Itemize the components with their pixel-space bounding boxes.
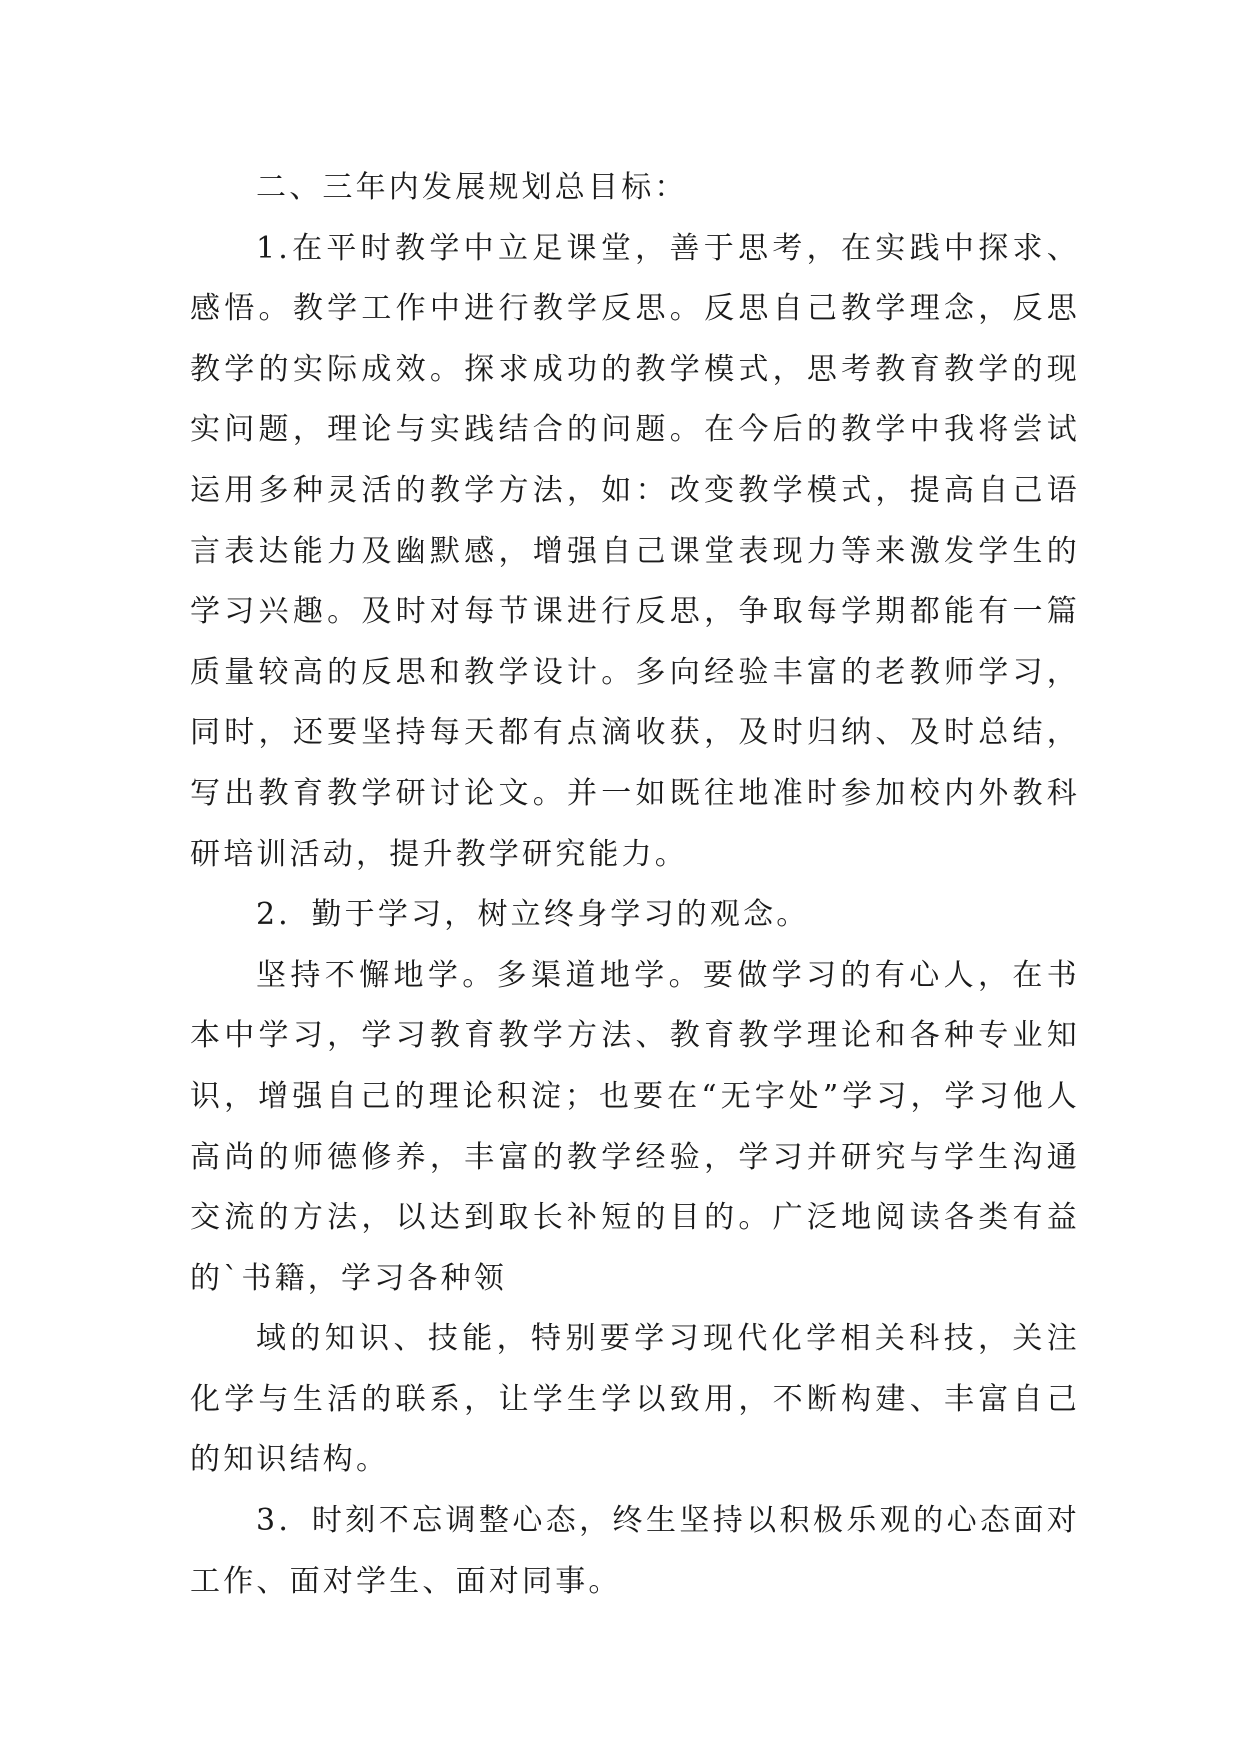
paragraph-goal-1: 1.在平时教学中立足课堂，善于思考，在实践中探求、感悟。教学工作中进行教学反思。反思自己教学理念，反思教学的实际成效。探求成功的教学模式，思考教育教学的现实问题，理论与实践结合的问题。在今后的教学中我将尝试运用多种灵活的教学方法，如：改变教学模式，提高自己语言表达能力及幽默感，增强自己课堂表现力等来激发学生的学习兴趣。及时对每节课进行反思，争取每学期都能有一篇质量较高的反思和教学设计。多向经验丰富的老教师学习，同时，还要坚持每天都有点滴收获，及时归纳、及时总结，写出教育教学研讨论文。并一如既往地准时参加校内外教科研培训活动，提升教学研究能力。	[190, 230, 1080, 872]
section-heading: 二、三年内发展规划总目标：	[256, 170, 688, 205]
paragraph-goal-3: 3．时刻不忘调整心态，终生坚持以积极乐观的心态面对工作、面对学生、面对同事。	[190, 1503, 1080, 1599]
paragraph-goal-2-title: 2．勤于学习，树立终身学习的观念。	[256, 897, 810, 933]
document-body	[190, 158, 1080, 1612]
paragraph-goal-2-body: 坚持不懈地学。多渠道地学。要做学习的有心人，在书本中学习，学习教育教学方法、教育教学理论和各种专业知识，增强自己的理论积淀；也要在“无字处”学习，学习他人高尚的师德修养，丰富的教学经验，学习并研究与学生沟通交流的方法，以达到取长补短的目的。广泛地阅读各类有益的`书籍，学习各种领	[190, 957, 1080, 1296]
paragraph-goal-2-continued: 域的知识、技能，特别要学习现代化学相关科技，关注化学与生活的联系，让学生学以致用，不断构建、丰富自己的知识结构。	[190, 1321, 1080, 1478]
